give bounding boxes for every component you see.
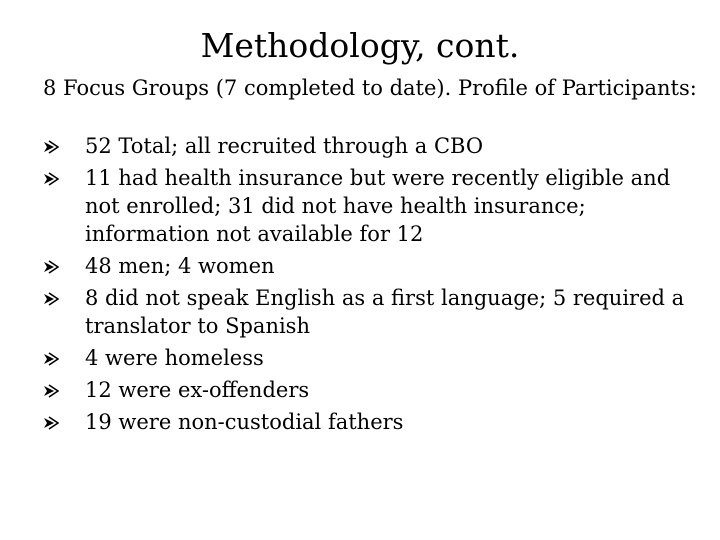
bullet-item-insurance — [43, 164, 703, 248]
arrow-bullet-icon — [43, 172, 59, 186]
arrow-bullet-icon — [43, 140, 59, 154]
bullet-item-fathers — [43, 408, 703, 436]
bullet-item-ex-offenders — [43, 376, 703, 404]
bullet-item-total — [43, 132, 703, 160]
bullet-list — [43, 132, 703, 440]
bullet-item-language — [43, 284, 703, 340]
arrow-bullet-icon — [43, 384, 59, 398]
bullet-text: 48 men; 4 women — [85, 254, 275, 278]
slide-title: Methodology, cont. — [200, 26, 520, 65]
bullet-text: 11 had health insurance but were recently eligible and not enrolled; 31 did not have health insurance; information not available for 12 — [85, 166, 671, 246]
bullet-text: 19 were non-custodial fathers — [85, 410, 404, 434]
bullet-text: 52 Total; all recruited through a CBO — [85, 134, 484, 158]
bullet-text: 12 were ex-offenders — [85, 378, 310, 402]
arrow-bullet-icon — [43, 260, 59, 274]
bullet-text: 4 were homeless — [85, 346, 264, 370]
intro-text: 8 Focus Groups (7 completed to date). Profile of Participants: — [43, 76, 697, 100]
arrow-bullet-icon — [43, 352, 59, 366]
bullet-text: 8 did not speak English as a first language; 5 required a translator to Spanish — [85, 286, 685, 338]
bullet-item-gender — [43, 252, 703, 280]
bullet-item-homeless — [43, 344, 703, 372]
arrow-bullet-icon — [43, 416, 59, 430]
arrow-bullet-icon — [43, 292, 59, 306]
